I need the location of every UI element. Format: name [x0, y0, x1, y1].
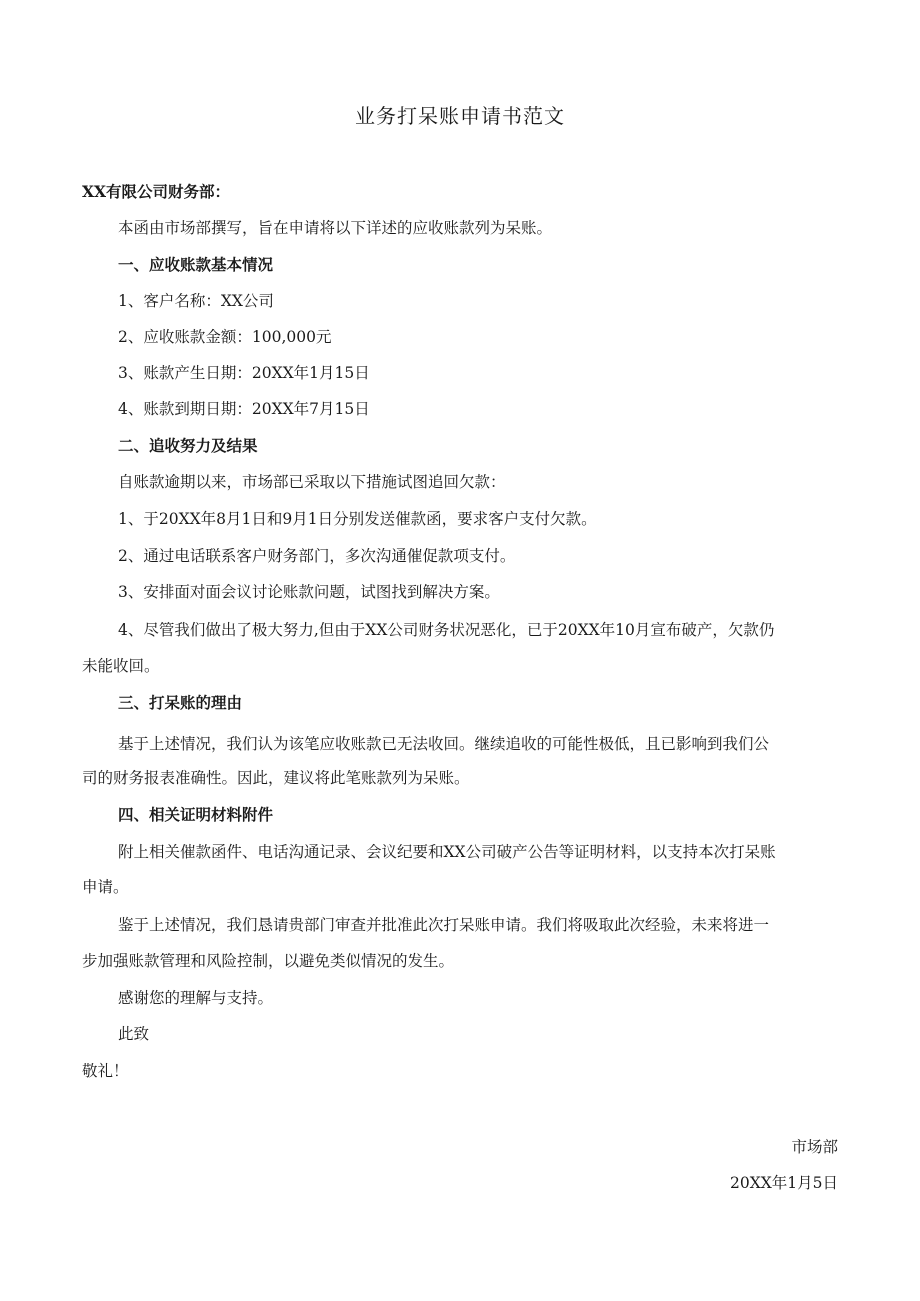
section1-item-created-date: 3、账款产生日期：20XX年1月15日 — [118, 364, 370, 382]
section2-item-4-line1: 4、尽管我们做出了极大努力,但由于XX公司财务状况恶化，已于20XX年10月宣布破产，欠款仍 — [118, 621, 775, 639]
signature-department: 市场部 — [791, 1138, 838, 1156]
section4-heading: 四、相关证明材料附件 — [118, 805, 274, 824]
intro-paragraph: 本函由市场部撰写，旨在申请将以下详述的应收账款列为呆账。 — [118, 219, 553, 237]
jingli-line: 敬礼！ — [82, 1062, 129, 1080]
closing-line2: 步加强账款管理和风险控制，以避免类似情况的发生。 — [82, 952, 455, 970]
cizhi-line: 此致 — [118, 1025, 150, 1043]
section2-item-1: 1、于20XX年8月1日和9月1日分别发送催款函，要求客户支付欠款。 — [118, 510, 597, 528]
section2-item-4-line2: 未能收回。 — [82, 657, 160, 675]
section1-item-amount: 2、应收账款金额：100,000元 — [118, 328, 332, 346]
section2-item-3: 3、安排面对面会议讨论账款问题，试图找到解决方案。 — [118, 583, 500, 601]
thanks-line: 感谢您的理解与支持。 — [118, 989, 274, 1007]
section3-line1: 基于上述情况，我们认为该笔应收账款已无法收回。继续追收的可能性极低，且已影响到我们公 — [118, 735, 770, 753]
signature-date: 20XX年1月5日 — [729, 1174, 838, 1192]
section2-heading: 二、追收努力及结果 — [118, 436, 258, 455]
section3-line2: 司的财务报表准确性。因此，建议将此笔账款列为呆账。 — [82, 769, 470, 787]
section1-item-customer: 1、客户名称：XX公司 — [118, 292, 274, 310]
section4-line2: 申请。 — [82, 878, 129, 896]
document-title: 业务打呆账申请书范文 — [355, 104, 565, 128]
salutation: XX有限公司财务部： — [82, 182, 231, 201]
section1-heading: 一、应收账款基本情况 — [118, 255, 274, 274]
section3-heading: 三、打呆账的理由 — [118, 693, 243, 712]
section1-item-due-date: 4、账款到期日期：20XX年7月15日 — [118, 400, 370, 418]
section4-line1: 附上相关催款函件、电话沟通记录、会议纪要和XX公司破产公告等证明材料，以支持本次打呆账 — [118, 843, 776, 861]
section2-lead: 自账款逾期以来，市场部已采取以下措施试图追回欠款： — [118, 473, 506, 491]
section2-item-2: 2、通过电话联系客户财务部门，多次沟通催促款项支付。 — [118, 547, 516, 565]
closing-line1: 鉴于上述情况，我们恳请贵部门审查并批准此次打呆账申请。我们将吸取此次经验，未来将进一 — [118, 916, 770, 934]
